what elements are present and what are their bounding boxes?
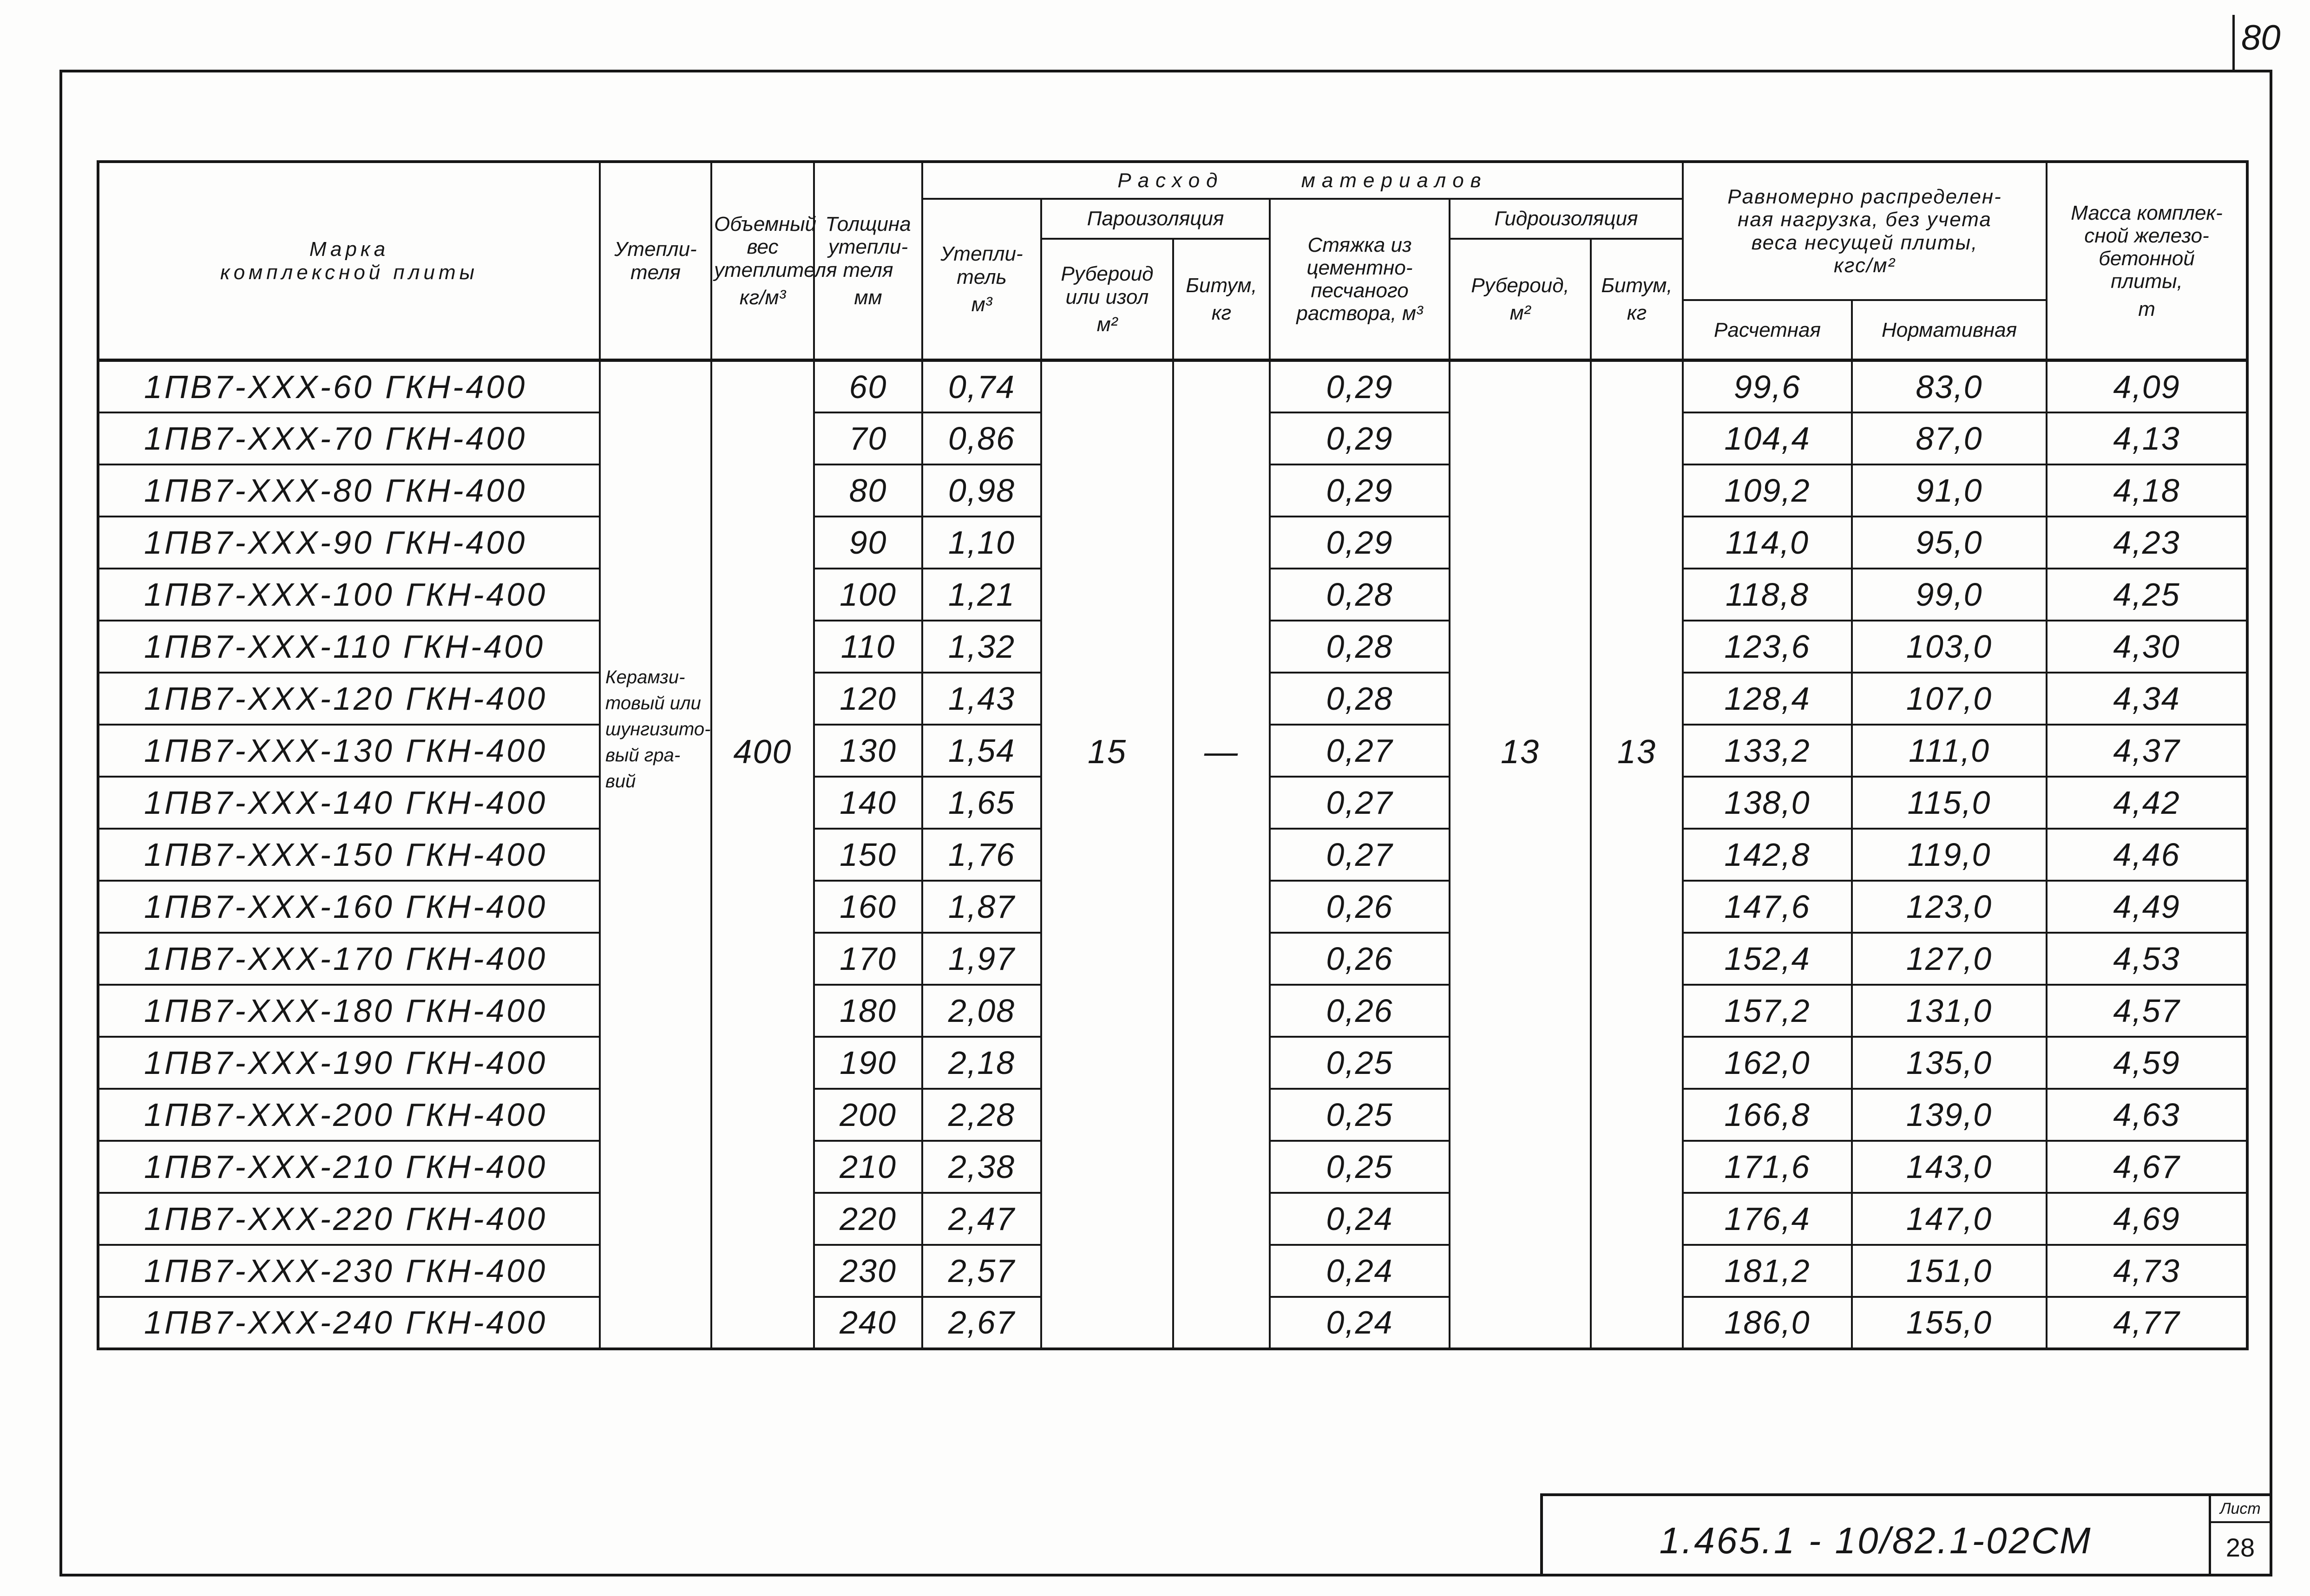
- cell-load-normative: 91,0: [1852, 464, 2047, 517]
- cell-insulation-volume: 1,10: [922, 517, 1041, 569]
- cell-load-normative: 139,0: [1852, 1089, 2047, 1141]
- header-waterproofing: Гидроизоляция: [1450, 199, 1683, 239]
- cell-mark: 1ПВ7-ХХХ-200 ГКН-400: [98, 1089, 600, 1141]
- cell-thickness: 60: [814, 360, 922, 412]
- page-number: 80: [2241, 18, 2281, 58]
- cell-insulation-volume: 1,54: [922, 725, 1041, 777]
- cell-load-design: 142,8: [1683, 829, 1852, 881]
- header-vapor-barrier: Пароизоляция: [1041, 199, 1270, 239]
- cell-insulation-volume: 2,28: [922, 1089, 1041, 1141]
- cell-insulation-volume: 2,57: [922, 1245, 1041, 1297]
- cell-mark: 1ПВ7-ХХХ-90 ГКН-400: [98, 517, 600, 569]
- merged-cell-vb-bitumen: —: [1173, 360, 1270, 1349]
- cell-screed: 0,24: [1270, 1297, 1450, 1349]
- cell-load-design: 162,0: [1683, 1037, 1852, 1089]
- sheet-label: Лист: [2211, 1496, 2270, 1523]
- cell-screed: 0,29: [1270, 360, 1450, 412]
- cell-insulation-volume: 0,98: [922, 464, 1041, 517]
- cell-mass: 4,69: [2047, 1193, 2247, 1245]
- cell-load-normative: 131,0: [1852, 985, 2047, 1037]
- cell-load-design: 152,4: [1683, 933, 1852, 985]
- header-wp-roofing-unit: м²: [1509, 301, 1531, 325]
- cell-mass: 4,59: [2047, 1037, 2247, 1089]
- cell-mass: 4,77: [2047, 1297, 2247, 1349]
- cell-mass: 4,30: [2047, 621, 2247, 673]
- cell-load-normative: 115,0: [1852, 777, 2047, 829]
- cell-mark: 1ПВ7-ХХХ-150 ГКН-400: [98, 829, 600, 881]
- cell-mark: 1ПВ7-ХХХ-110 ГКН-400: [98, 621, 600, 673]
- header-mass-label: Масса комплек- сной железо- бетонной плиты,: [2071, 201, 2223, 293]
- merged-cell-bulk-density: 400: [711, 360, 814, 1349]
- cell-screed: 0,29: [1270, 517, 1450, 569]
- cell-load-design: 171,6: [1683, 1141, 1852, 1193]
- header-insulation-volume-label: Утепли- тель: [940, 242, 1023, 288]
- cell-load-design: 109,2: [1683, 464, 1852, 517]
- cell-load-design: 186,0: [1683, 1297, 1852, 1349]
- cell-load-design: 118,8: [1683, 569, 1852, 621]
- cell-mass: 4,34: [2047, 673, 2247, 725]
- cell-insulation-volume: 0,74: [922, 360, 1041, 412]
- cell-load-normative: 155,0: [1852, 1297, 2047, 1349]
- cell-mark: 1ПВ7-ХХХ-210 ГКН-400: [98, 1141, 600, 1193]
- cell-load-normative: 87,0: [1852, 412, 2047, 464]
- cell-mass: 4,18: [2047, 464, 2247, 517]
- header-load-normative: Нормативная: [1852, 300, 2047, 360]
- cell-insulation-volume: 0,86: [922, 412, 1041, 464]
- cell-load-normative: 123,0: [1852, 881, 2047, 933]
- header-bulk-density-label: Объемный вес утеплителя: [714, 213, 837, 281]
- table-row: [98, 360, 2247, 412]
- header-load-design: Расчетная: [1683, 300, 1852, 360]
- cell-load-normative: 135,0: [1852, 1037, 2047, 1089]
- cell-insulation-volume: 1,43: [922, 673, 1041, 725]
- cell-load-design: 128,4: [1683, 673, 1852, 725]
- cell-mass: 4,25: [2047, 569, 2247, 621]
- cell-insulation-volume: 1,76: [922, 829, 1041, 881]
- cell-mark: 1ПВ7-ХХХ-230 ГКН-400: [98, 1245, 600, 1297]
- cell-load-normative: 95,0: [1852, 517, 2047, 569]
- cell-screed: 0,28: [1270, 621, 1450, 673]
- cell-screed: 0,29: [1270, 464, 1450, 517]
- header-vb-bitumen: [1173, 239, 1270, 360]
- cell-thickness: 150: [814, 829, 922, 881]
- header-thickness-unit: мм: [854, 286, 882, 309]
- cell-mark: 1ПВ7-ХХХ-180 ГКН-400: [98, 985, 600, 1037]
- cell-mark: 1ПВ7-ХХХ-140 ГКН-400: [98, 777, 600, 829]
- cell-insulation-volume: 1,21: [922, 569, 1041, 621]
- cell-insulation-volume: 2,38: [922, 1141, 1041, 1193]
- header-insulation-volume: [922, 199, 1041, 360]
- cell-mark: 1ПВ7-ХХХ-130 ГКН-400: [98, 725, 600, 777]
- cell-load-normative: 83,0: [1852, 360, 2047, 412]
- header-vb-roofing-unit: м²: [1096, 313, 1118, 336]
- cell-insulation-volume: 2,08: [922, 985, 1041, 1037]
- header-wp-bitumen: [1591, 239, 1683, 360]
- cell-mass: 4,53: [2047, 933, 2247, 985]
- cell-thickness: 190: [814, 1037, 922, 1089]
- cell-load-design: 133,2: [1683, 725, 1852, 777]
- cell-load-normative: 143,0: [1852, 1141, 2047, 1193]
- cell-load-design: 157,2: [1683, 985, 1852, 1037]
- cell-thickness: 220: [814, 1193, 922, 1245]
- header-mass: [2047, 162, 2247, 360]
- header-load: Равномерно распределен- ная нагрузка, без учета веса несущей плиты, кгс/м²: [1683, 162, 2047, 300]
- cell-mark: 1ПВ7-ХХХ-160 ГКН-400: [98, 881, 600, 933]
- cell-thickness: 200: [814, 1089, 922, 1141]
- cell-load-design: 166,8: [1683, 1089, 1852, 1141]
- cell-thickness: 160: [814, 881, 922, 933]
- cell-load-design: 99,6: [1683, 360, 1852, 412]
- header-mass-unit: т: [2138, 297, 2155, 321]
- cell-load-normative: 151,0: [1852, 1245, 2047, 1297]
- cell-screed: 0,25: [1270, 1089, 1450, 1141]
- header-consumption: Расход материалов: [922, 162, 1683, 199]
- title-block: [1540, 1493, 2270, 1574]
- cell-thickness: 120: [814, 673, 922, 725]
- cell-screed: 0,27: [1270, 777, 1450, 829]
- cell-thickness: 210: [814, 1141, 922, 1193]
- header-bulk-density-unit: кг/м³: [739, 286, 786, 309]
- table-header: [98, 162, 2247, 360]
- cell-mass: 4,57: [2047, 985, 2247, 1037]
- table-body: [98, 360, 2247, 1349]
- header-thickness-label: Толщина утепли- теля: [825, 213, 911, 281]
- cell-insulation-volume: 1,87: [922, 881, 1041, 933]
- cell-load-normative: 103,0: [1852, 621, 2047, 673]
- cell-mass: 4,09: [2047, 360, 2247, 412]
- cell-mass: 4,46: [2047, 829, 2247, 881]
- cell-mark: 1ПВ7-ХХХ-120 ГКН-400: [98, 673, 600, 725]
- cell-mark: 1ПВ7-ХХХ-220 ГКН-400: [98, 1193, 600, 1245]
- header-wp-bitumen-label: Битум,: [1601, 274, 1673, 297]
- header-wp-bitumen-unit: кг: [1627, 301, 1647, 325]
- cell-screed: 0,25: [1270, 1037, 1450, 1089]
- cell-screed: 0,28: [1270, 673, 1450, 725]
- header-wp-roofing-label: Рубероид,: [1471, 274, 1569, 297]
- header-bulk-density: [711, 162, 837, 360]
- merged-cell-wp-bitumen: 13: [1591, 360, 1683, 1349]
- header-insulation-volume-unit: м³: [971, 293, 992, 316]
- header-vb-roofing-label: Рубероид или изол: [1061, 262, 1154, 308]
- cell-thickness: 170: [814, 933, 922, 985]
- header-vb-bitumen-unit: кг: [1211, 301, 1232, 325]
- cell-load-design: 138,0: [1683, 777, 1852, 829]
- cell-mass: 4,73: [2047, 1245, 2247, 1297]
- cell-thickness: 140: [814, 777, 922, 829]
- page-number-divider: [2232, 15, 2235, 71]
- cell-load-normative: 99,0: [1852, 569, 2047, 621]
- cell-screed: 0,26: [1270, 985, 1450, 1037]
- cell-screed: 0,25: [1270, 1141, 1450, 1193]
- header-vb-bitumen-label: Битум,: [1186, 274, 1257, 297]
- cell-load-normative: 147,0: [1852, 1193, 2047, 1245]
- cell-load-normative: 119,0: [1852, 829, 2047, 881]
- cell-mark: 1ПВ7-ХХХ-240 ГКН-400: [98, 1297, 600, 1349]
- cell-mass: 4,42: [2047, 777, 2247, 829]
- cell-mark: 1ПВ7-ХХХ-170 ГКН-400: [98, 933, 600, 985]
- cell-mass: 4,37: [2047, 725, 2247, 777]
- merged-cell-wp-roofing: 13: [1450, 360, 1591, 1349]
- cell-load-design: 181,2: [1683, 1245, 1852, 1297]
- cell-mark: 1ПВ7-ХХХ-70 ГКН-400: [98, 412, 600, 464]
- cell-thickness: 110: [814, 621, 922, 673]
- cell-thickness: 70: [814, 412, 922, 464]
- cell-load-design: 123,6: [1683, 621, 1852, 673]
- cell-mark: 1ПВ7-ХХХ-60 ГКН-400: [98, 360, 600, 412]
- cell-mass: 4,23: [2047, 517, 2247, 569]
- cell-insulation-volume: 1,97: [922, 933, 1041, 985]
- cell-screed: 0,24: [1270, 1245, 1450, 1297]
- cell-mark: 1ПВ7-ХХХ-100 ГКН-400: [98, 569, 600, 621]
- cell-thickness: 80: [814, 464, 922, 517]
- cell-screed: 0,28: [1270, 569, 1450, 621]
- header-insulation: Утепли- теля: [600, 162, 711, 360]
- document-code: 1.465.1 - 10/82.1-02СМ: [1659, 1519, 2093, 1561]
- cell-mark: 1ПВ7-ХХХ-190 ГКН-400: [98, 1037, 600, 1089]
- cell-thickness: 180: [814, 985, 922, 1037]
- header-vb-roofing: [1041, 239, 1173, 360]
- cell-load-normative: 127,0: [1852, 933, 2047, 985]
- cell-load-normative: 107,0: [1852, 673, 2047, 725]
- cell-insulation-volume: 2,47: [922, 1193, 1041, 1245]
- cell-thickness: 240: [814, 1297, 922, 1349]
- cell-screed: 0,24: [1270, 1193, 1450, 1245]
- merged-cell-insulation-material: Керамзи- товый или шунгизито- вый гра- вий: [600, 360, 711, 1349]
- header-screed: Стяжка из цементно- песчаного раствора, м³: [1270, 199, 1450, 360]
- cell-load-design: 147,6: [1683, 881, 1852, 933]
- cell-thickness: 100: [814, 569, 922, 621]
- cell-mass: 4,13: [2047, 412, 2247, 464]
- cell-mass: 4,49: [2047, 881, 2247, 933]
- header-mark: Марка комплексной плиты: [98, 162, 600, 360]
- cell-load-normative: 111,0: [1852, 725, 2047, 777]
- sheet-box: [2209, 1496, 2270, 1574]
- cell-screed: 0,26: [1270, 881, 1450, 933]
- merged-cell-vb-roofing: 15: [1041, 360, 1173, 1349]
- cell-screed: 0,26: [1270, 933, 1450, 985]
- sheet-number: 28: [2225, 1533, 2255, 1562]
- header-wp-roofing: [1450, 239, 1591, 360]
- cell-insulation-volume: 2,18: [922, 1037, 1041, 1089]
- cell-load-design: 104,4: [1683, 412, 1852, 464]
- cell-insulation-volume: 2,67: [922, 1297, 1041, 1349]
- cell-load-design: 176,4: [1683, 1193, 1852, 1245]
- cell-load-design: 114,0: [1683, 517, 1852, 569]
- cell-thickness: 90: [814, 517, 922, 569]
- cell-screed: 0,29: [1270, 412, 1450, 464]
- cell-screed: 0,27: [1270, 725, 1450, 777]
- cell-mark: 1ПВ7-ХХХ-80 ГКН-400: [98, 464, 600, 517]
- cell-mass: 4,63: [2047, 1089, 2247, 1141]
- cell-thickness: 230: [814, 1245, 922, 1297]
- cell-mass: 4,67: [2047, 1141, 2247, 1193]
- materials-table: [97, 160, 2249, 1350]
- cell-insulation-volume: 1,65: [922, 777, 1041, 829]
- cell-insulation-volume: 1,32: [922, 621, 1041, 673]
- cell-screed: 0,27: [1270, 829, 1450, 881]
- cell-thickness: 130: [814, 725, 922, 777]
